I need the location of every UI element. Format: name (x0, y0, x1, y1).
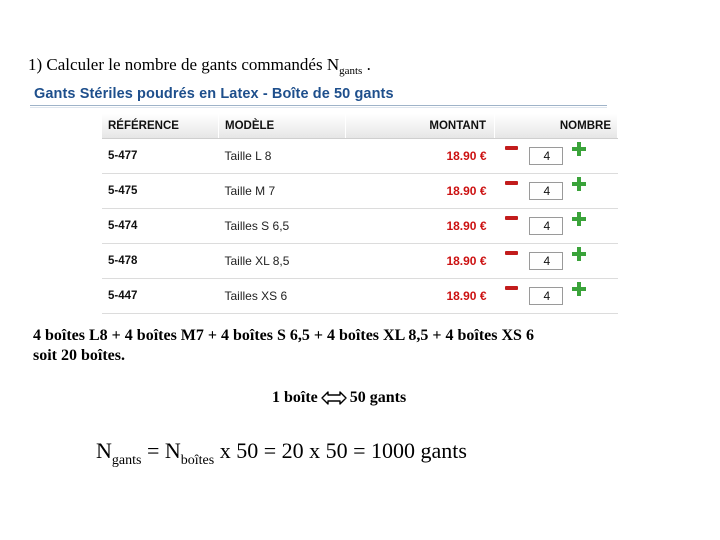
equiv-right: 50 gants (349, 389, 407, 406)
plus-icon[interactable] (572, 282, 586, 296)
question-sub: gants (339, 65, 363, 77)
answer-line-1: 4 boîtes L8 + 4 boîtes M7 + 4 boîtes S 6,5 + 4 boîtes XL 8,5 + 4 boîtes XS 6 (33, 327, 534, 344)
minus-icon[interactable] (505, 146, 518, 150)
row-reference: 5-475 (102, 174, 219, 209)
formula-n: N (96, 438, 112, 463)
quantity-input[interactable]: 4 (529, 287, 563, 305)
title-divider-light (30, 107, 607, 108)
row-quantity-cell (495, 279, 618, 314)
double-arrow-icon (321, 391, 347, 405)
row-model: Taille M 7 (219, 174, 346, 209)
plus-icon[interactable] (572, 212, 586, 226)
row-price: 18.90 € (346, 174, 495, 209)
row-model: Tailles S 6,5 (219, 209, 346, 244)
formula-rest: x 50 = 20 x 50 = 1000 gants (214, 438, 467, 463)
product-title: Gants Stériles poudrés en Latex - Boîte de 50 gants (34, 86, 394, 102)
row-price: 18.90 € (346, 279, 495, 314)
equivalence (272, 389, 406, 407)
minus-icon[interactable] (505, 216, 518, 220)
quantity-input[interactable]: 4 (529, 182, 563, 200)
row-quantity-cell (495, 174, 618, 209)
question-text (28, 55, 371, 77)
row-reference: 5-477 (102, 139, 219, 174)
row-reference: 5-474 (102, 209, 219, 244)
minus-icon[interactable] (505, 251, 518, 255)
product-table (102, 114, 618, 314)
row-model: Taille XL 8,5 (219, 244, 346, 279)
title-divider (30, 105, 607, 106)
row-model: Tailles XS 6 (219, 279, 346, 314)
product-panel (30, 80, 611, 316)
table-row (102, 209, 618, 244)
row-quantity-cell (495, 244, 618, 279)
quantity-input[interactable]: 4 (529, 217, 563, 235)
plus-icon[interactable] (572, 177, 586, 191)
formula-n-sub: gants (111, 453, 142, 468)
row-quantity-cell (495, 139, 618, 174)
table-row (102, 244, 618, 279)
table-header-row (102, 114, 618, 139)
row-price: 18.90 € (346, 209, 495, 244)
header-model: MODÈLE (219, 114, 346, 139)
header-reference: RÉFÉRENCE (102, 114, 219, 139)
minus-icon[interactable] (505, 286, 518, 290)
formula-boites-sub: boîtes (180, 453, 215, 468)
plus-icon[interactable] (572, 142, 586, 156)
plus-icon[interactable] (572, 247, 586, 261)
answer-line-2: soit 20 boîtes. (33, 347, 125, 364)
quantity-input[interactable]: 4 (529, 252, 563, 270)
quantity-input[interactable]: 4 (529, 147, 563, 165)
row-model: Taille L 8 (219, 139, 346, 174)
header-amount: MONTANT (346, 114, 495, 139)
equiv-left: 1 boîte (272, 389, 318, 406)
formula (96, 438, 467, 469)
table-row (102, 139, 618, 174)
row-price: 18.90 € (346, 139, 495, 174)
row-price: 18.90 € (346, 244, 495, 279)
header-quantity: NOMBRE (495, 114, 618, 139)
question-main: 1) Calculer le nombre de gants commandés N (28, 55, 340, 74)
formula-eq: = N (141, 438, 181, 463)
row-quantity-cell (495, 209, 618, 244)
row-reference: 5-478 (102, 244, 219, 279)
row-reference: 5-447 (102, 279, 219, 314)
minus-icon[interactable] (505, 181, 518, 185)
question-end: . (362, 55, 371, 74)
table-row (102, 279, 618, 314)
table-row (102, 174, 618, 209)
